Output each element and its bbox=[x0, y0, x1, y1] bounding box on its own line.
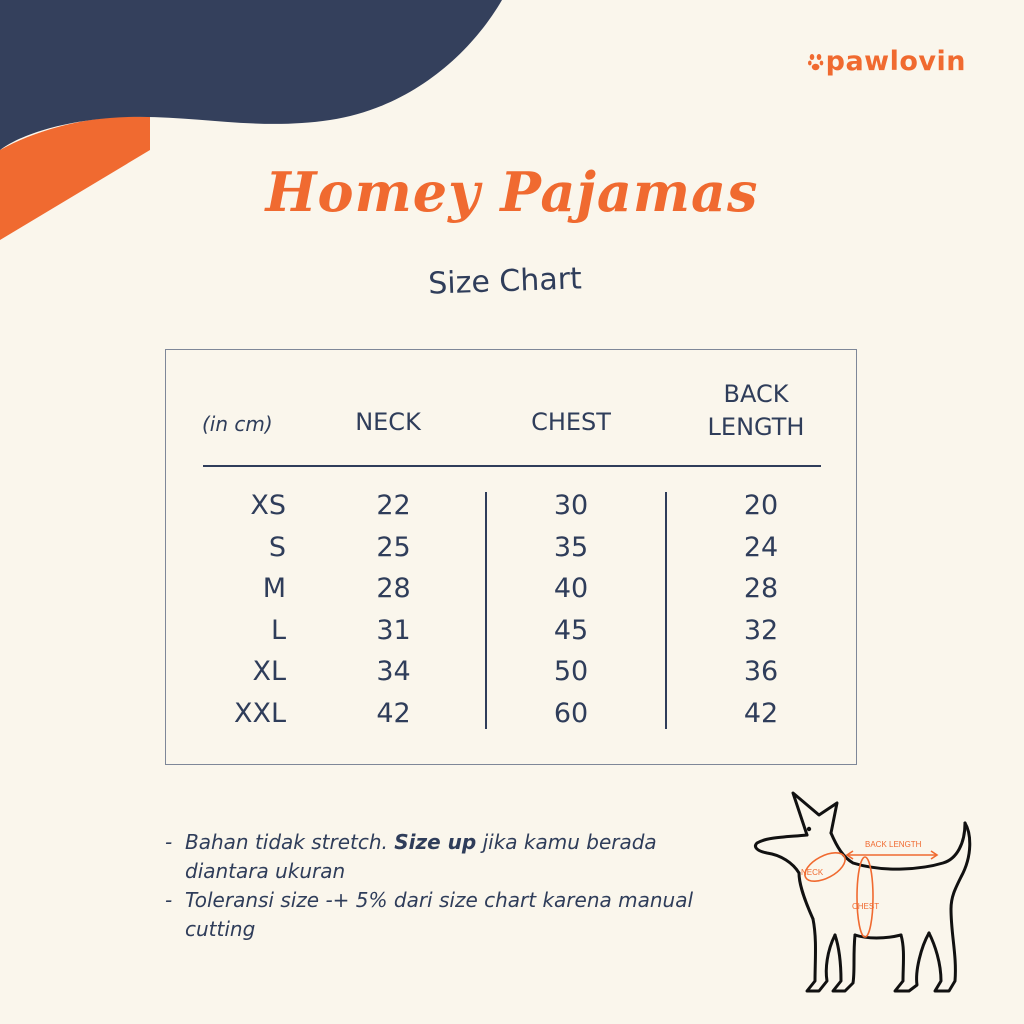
size-cell: XXL bbox=[233, 697, 286, 729]
back-length-cell: 32 bbox=[743, 614, 779, 646]
navy-wave-shape bbox=[0, 0, 502, 150]
table-row bbox=[166, 490, 858, 532]
table-row bbox=[166, 656, 858, 698]
table-row bbox=[166, 698, 858, 740]
note-bullet: - bbox=[165, 888, 173, 912]
brand-name: pawlovin bbox=[825, 46, 966, 77]
back-length-cell: 36 bbox=[743, 656, 779, 687]
header-divider bbox=[203, 465, 821, 467]
note-item bbox=[165, 886, 725, 944]
chest-cell: 45 bbox=[553, 614, 589, 646]
size-chart-table bbox=[165, 349, 857, 765]
column-header-back-line1: BACK bbox=[723, 380, 789, 408]
column-header-back-length bbox=[691, 378, 821, 444]
table-row bbox=[166, 615, 858, 657]
note-text-bold: Size up bbox=[394, 830, 477, 854]
size-cell: S bbox=[268, 531, 286, 563]
table-row bbox=[166, 532, 858, 574]
chest-measure-ring bbox=[857, 857, 873, 937]
neck-cell: 28 bbox=[376, 573, 411, 604]
size-cell: XS bbox=[250, 490, 286, 521]
neck-cell: 31 bbox=[376, 614, 411, 646]
neck-cell: 34 bbox=[376, 656, 411, 687]
column-header-back-line2: LENGTH bbox=[707, 413, 805, 441]
paw-icon bbox=[808, 52, 824, 76]
table-row bbox=[166, 573, 858, 615]
eye-icon bbox=[807, 827, 811, 831]
back-length-cell: 20 bbox=[743, 490, 779, 521]
table-body bbox=[166, 490, 858, 739]
dog-measurement-icon bbox=[745, 785, 985, 1005]
note-text: Toleransi size -+ 5% dari size chart karena manual cutting bbox=[185, 888, 694, 941]
page-title: Homey Pajamas bbox=[265, 160, 759, 224]
back-length-cell: 42 bbox=[743, 697, 779, 729]
note-bullet: - bbox=[165, 830, 173, 854]
neck-label: NECK bbox=[801, 868, 824, 877]
back-length-cell: 24 bbox=[743, 531, 779, 563]
neck-cell: 25 bbox=[376, 531, 411, 563]
note-text: jika kamu berada diantara ukuran bbox=[185, 830, 657, 883]
notes-list bbox=[165, 828, 725, 944]
chest-cell: 60 bbox=[553, 697, 589, 729]
chest-cell: 40 bbox=[553, 573, 589, 604]
neck-cell: 42 bbox=[376, 697, 411, 729]
note-item bbox=[165, 828, 725, 886]
size-cell: XL bbox=[252, 656, 286, 687]
back-length-label: BACK LENGTH bbox=[865, 840, 922, 849]
unit-label: (in cm) bbox=[202, 412, 273, 436]
note-text: Bahan tidak stretch. bbox=[185, 830, 395, 854]
chest-cell: 35 bbox=[553, 531, 589, 563]
column-header-chest: CHEST bbox=[531, 408, 611, 436]
page-subtitle: Size Chart bbox=[427, 261, 583, 302]
chest-cell: 30 bbox=[553, 490, 589, 521]
size-cell: L bbox=[270, 614, 286, 646]
size-cell: M bbox=[262, 573, 286, 604]
column-header-neck: NECK bbox=[355, 408, 421, 436]
chest-cell: 50 bbox=[553, 656, 589, 687]
brand-logo bbox=[808, 46, 966, 77]
neck-cell: 22 bbox=[376, 490, 411, 521]
chest-label: CHEST bbox=[852, 902, 880, 911]
back-length-cell: 28 bbox=[743, 573, 779, 604]
